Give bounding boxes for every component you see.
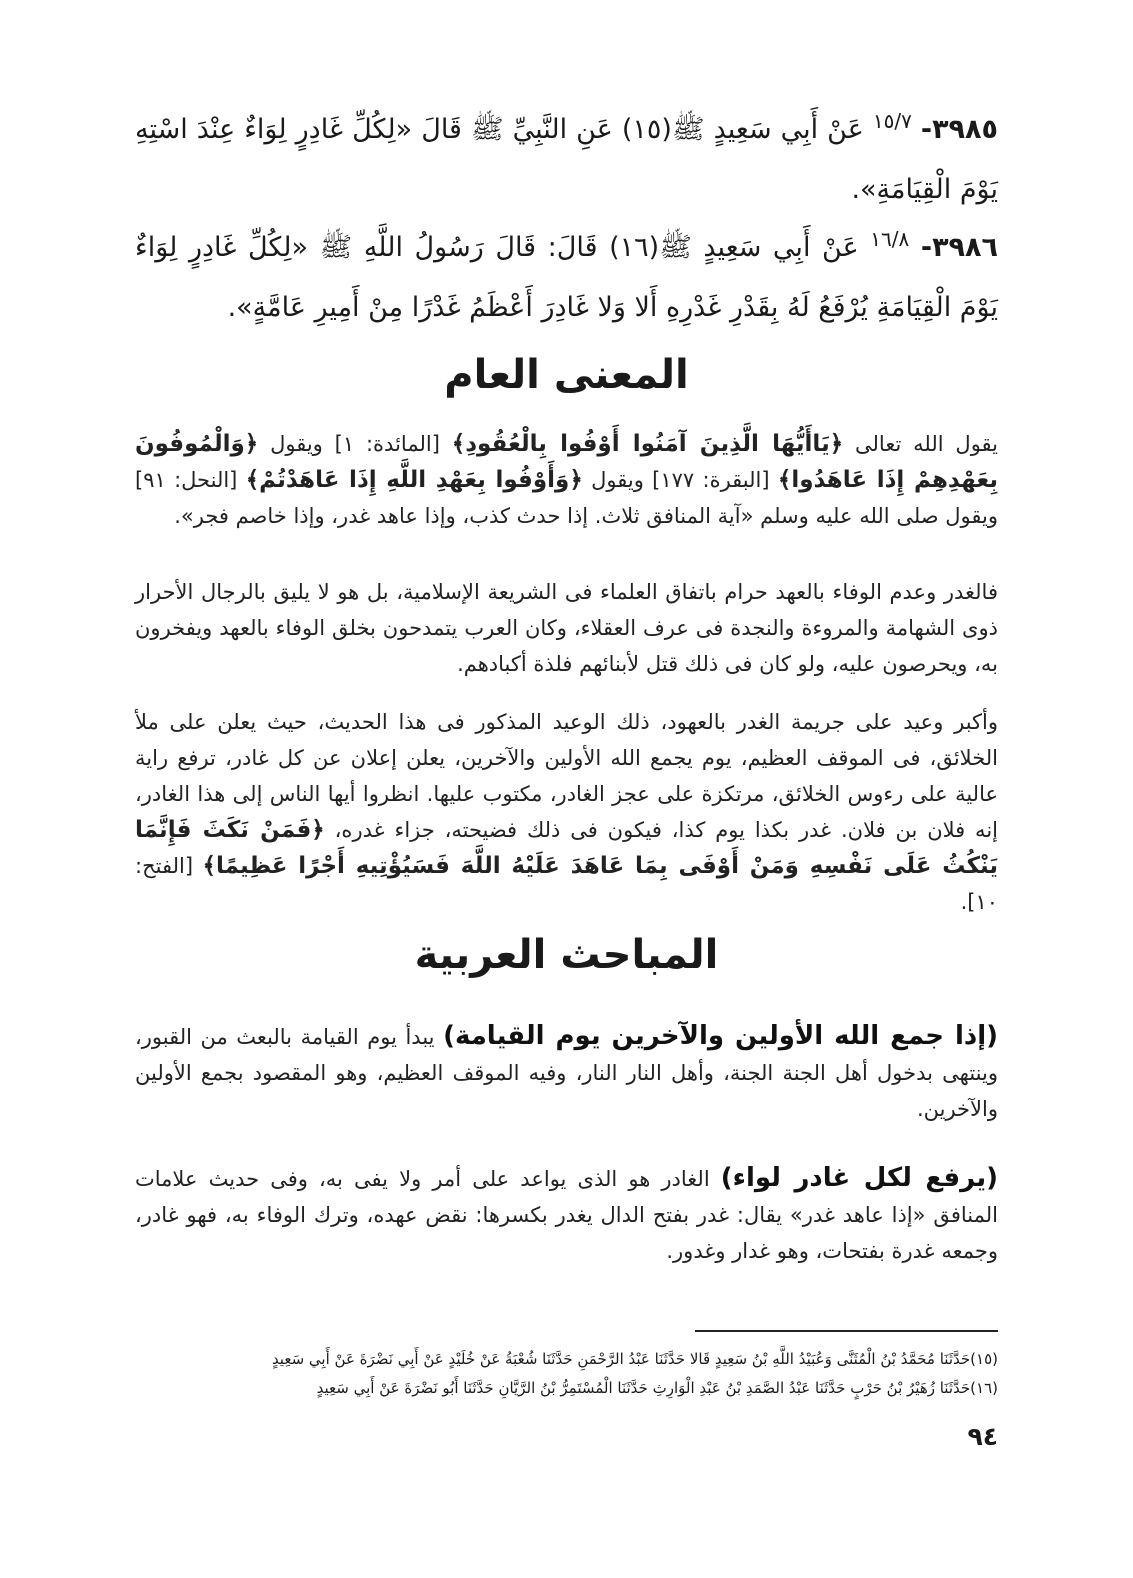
quran-verse: ﴿وَالْمُوفُونَ بِعَهْدِهِمْ إِذَا عَاهَدُوا﴾ — [135, 431, 999, 493]
hadith-number: ٣٩٨٥- — [920, 114, 998, 145]
text-run: [النحل: ٩١] ويقول صلى الله عليه وسلم «آية المنافق ثلاث. إذا حدث كذب، وإذا عاهد غدر، وإذا خاصم فجر». — [135, 468, 998, 528]
paragraph-banner-for-traitor — [135, 1160, 998, 1269]
text-run: [البقرة: ١٧٧] ويقول — [582, 468, 778, 492]
footnote-15: (١٥)حَدَّثَنَا مُحَمَّدُ بْنُ الْمُثَنَّى وَعُبَيْدُ اللَّهِ بْنُ سَعِيدٍ قَالا حَدَّثَنَا عَبْدُ الرَّحْمَنِ حَدَّثَنَا شُعْبَةُ عَنْ خُلَيْدٍ عَنْ أَبِي نَضْرَةَ عَنْ أَبِي سَعِيدٍ — [271, 1350, 998, 1368]
footnote-16: (١٦)حَدَّثَنَا زُهَيْرُ بْنُ حَرْبٍ حَدَّثَنَا عَبْدُ الصَّمَدِ بْنُ عَبْدِ الْوَارِثِ حَدَّثَنَا الْمُسْتَمِرُّ بْنُ الرَّيَّانِ حَدَّثَنَا أَبُو نَضْرَةَ عَنْ أَبِي سَعِيدٍ — [316, 1379, 998, 1397]
text-run: وأكبر وعيد على جريمة الغدر بالعهود، ذلك الوعيد المذكور فى هذا الحديث، حيث يعلن على ملأ الخلائق، فى الموقف العظيم، يوم يجمع الله الأولين والآخرين، يعلن إعلان عن كل غادر، ترفع راية عالية على رءوس الخلائق، مرتكزة على عجز الغادر، مكتوب عليها. انظروا أيها الناس إلى هذا الغادر، إنه فلان بن فلان. غدر بكذا يوم كذا، فيكون فى ذلك فضيحته، جزاء غدره، — [135, 710, 998, 842]
quran-verse: ﴿يَاأَيُّهَا الَّذِينَ آمَنُوا أَوْفُوا بِالْعُقُودِ﴾ — [451, 431, 844, 457]
hadith-text: عَنْ أَبِي سَعِيدٍ ﷺ(١٥) عَنِ النَّبِيِّ ﷺ قَالَ «لِكُلِّ غَادِرٍ لِوَاءٌ عِنْدَ اسْتِهِ يَوْمَ الْقِيَامَةِ». — [135, 114, 998, 205]
page-number: ٩٤ — [967, 1422, 998, 1451]
text-run: الغادر هو الذى يواعد على أمر ولا يفى به، وفى حديث علامات المنافق «إذا عاهد غدر» يقال: غدر بفتح الدال يغدر بكسرها: نقض عهده، وترك الوفاء به، فهو غادر، وجمعه غدرة بفتحات، وهو غدار وغدور. — [135, 1167, 998, 1263]
text-run: يقول الله تعالى — [843, 432, 999, 456]
paragraph-day-of-judgment — [135, 1018, 998, 1127]
section-heading-arabic-topics: المباحث العربية — [414, 932, 719, 978]
quran-verse: ﴿فَمَنْ نَكَثَ فَإِنَّمَا يَنْكُثُ عَلَى نَفْسِهِ وَمَنْ أَوْفَى بِمَا عَاهَدَ عَلَيْهُ اللَّهَ فَسَيُؤْتِيهِ أَجْرًا عَظِيمًا﴾ — [135, 817, 998, 879]
quran-verse: ﴿وَأَوْفُوا بِعَهْدِ اللَّهِ إِذَا عَاهَدْتُمْ﴾ — [245, 467, 583, 493]
text-run: [المائدة: ١] ويقول — [258, 432, 452, 456]
hadith-fraction: ١٦/٨ — [870, 227, 910, 251]
hadith-3986 — [135, 218, 998, 338]
text-run: يبدأ يوم القيامة بالبعث من القبور، وينتهى بدخول أهل الجنة الجنة، وأهل النار النار، وفيه الموقف العظيم، وهو المقصود بجمع الأولين والآخرين. — [135, 1025, 998, 1121]
text-run: [الفتح: ١٠]. — [135, 854, 998, 914]
paragraph-treachery-ruling: فالغدر وعدم الوفاء بالعهد حرام باتفاق العلماء فى الشريعة الإسلامية، بل هو لا يليق بالرجال الأحرار ذوى الشهامة والمروءة والنجدة فى عرف العقلاء، وكان العرب يتمدحون بخلق الوفاء بالعهد ويفخرون به، ويحرصون عليه، ولو كان فى ذلك قتل لأبنائهم فلذة أكبادهم. — [135, 580, 998, 676]
hadith-number: ٣٩٨٦- — [920, 232, 998, 263]
paragraph-greatest-threat — [135, 704, 998, 920]
term-lead: (إذا جمع الله الأولين والآخرين يوم القيامة) — [443, 1021, 998, 1051]
hadith-fraction: ١٥/٧ — [872, 109, 912, 133]
section-heading-general-meaning: المعنى العام — [444, 352, 689, 398]
paragraph-quran-verses — [135, 426, 998, 534]
term-lead: (يرفع لكل غادر لواء) — [720, 1163, 998, 1193]
footnote-divider — [695, 1330, 998, 1332]
footnotes — [135, 1345, 998, 1403]
hadith-3985 — [135, 100, 998, 220]
hadith-text: عَنْ أَبِي سَعِيدٍ ﷺ(١٦) قَالَ: قَالَ رَسُولُ اللَّهِ ﷺ «لِكُلِّ غَادِرٍ لِوَاءٌ يَوْمَ الْقِيَامَةِ يُرْفَعُ لَهُ بِقَدْرِ غَدْرِهِ أَلا وَلا غَادِرَ أَعْظَمُ غَدْرًا مِنْ أَمِيرِ عَامَّةٍ». — [135, 232, 998, 323]
